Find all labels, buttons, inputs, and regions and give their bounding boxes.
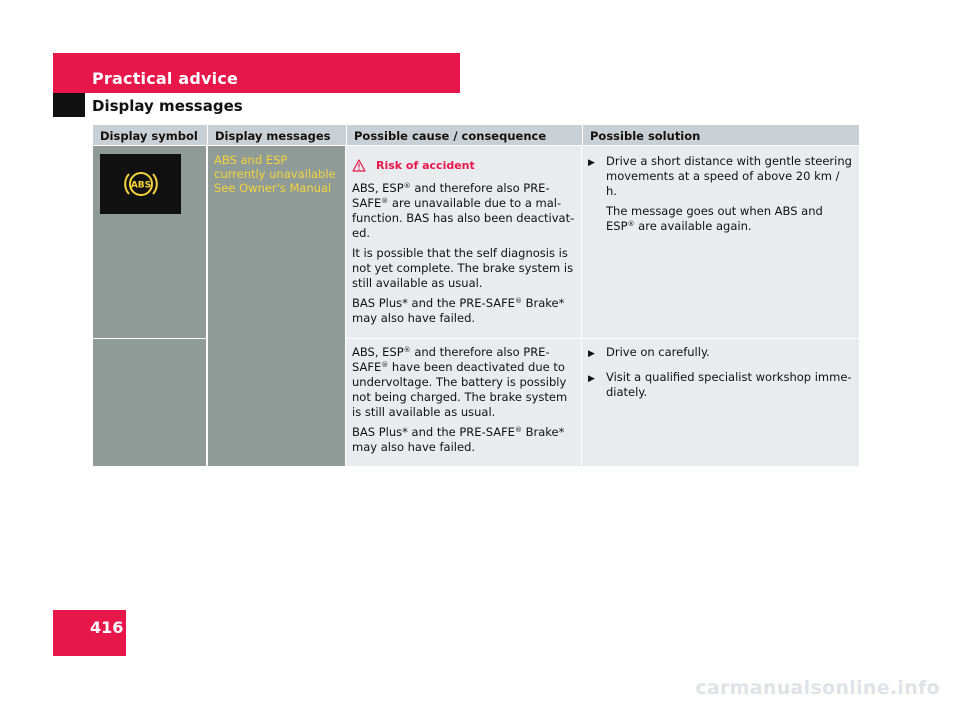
arrow-bullet-icon: ▶	[588, 158, 595, 168]
abs-symbol-display	[100, 154, 181, 214]
arrow-bullet-icon: ▶	[588, 349, 595, 359]
column-header-possible-solution: Possible solution	[582, 125, 859, 145]
warning-triangle-icon	[352, 159, 366, 172]
watermark: carmanualsonline.info	[695, 677, 940, 699]
display-message-text	[214, 153, 342, 195]
solution-note: The message goes out when ABS and ESP® are available again.	[606, 204, 823, 233]
cause-paragraph: ABS, ESP® and therefore also PRE- SAFE® are unavailable due to a mal-function. BAS has also been deactivat-ed.	[352, 181, 575, 240]
cause-paragraph: BAS Plus* and the PRE-SAFE® Brake* may also have failed.	[352, 425, 565, 454]
cause-paragraph: BAS Plus* and the PRE-SAFE® Brake* may also have failed.	[352, 296, 565, 325]
column-header-possible-cause: Possible cause / consequence	[346, 125, 582, 145]
display-messages-table	[93, 125, 859, 466]
solution-step: ▶ Drive a short distance with gentle steering movements at a speed of above 20 km / h. The message goes out when ABS and ESP® are available again.	[588, 154, 853, 239]
column-header-display-symbol: Display symbol	[93, 125, 207, 145]
solution-cell-row-2	[582, 339, 859, 466]
page-number: 416	[90, 618, 124, 637]
solution-step: ▶ Drive on carefully.	[588, 345, 853, 365]
subsection-title: Display messages	[92, 97, 243, 115]
svg-text:ABS: ABS	[130, 180, 152, 191]
cause-cell-row-2	[346, 339, 581, 466]
solution-cell-row-1	[582, 146, 859, 338]
cause-cell-row-1	[346, 146, 581, 338]
section-marker	[53, 93, 85, 117]
symbol-cell-empty	[93, 339, 206, 466]
message-line: ABS and ESP	[214, 153, 288, 167]
message-line: currently unavailable	[214, 167, 336, 181]
cause-paragraph: It is possible that the self diagnosis is not yet complete. The brake system is still available as usual.	[352, 246, 574, 290]
message-line: See Owner's Manual	[214, 181, 332, 195]
risk-warning	[352, 158, 575, 173]
cause-paragraph: ABS, ESP® and therefore also PRE- SAFE® have been deactivated due to undervoltage. The battery is possibly not being charged. The brake system is still available as usual.	[352, 345, 568, 419]
abs-warning-icon	[122, 166, 160, 202]
solution-step: ▶ Visit a qualified specialist workshop imme-diately.	[588, 370, 853, 405]
section-title: Practical advice	[92, 69, 239, 88]
column-header-display-messages: Display messages	[207, 125, 346, 145]
risk-warning-label: Risk of accident	[376, 159, 475, 172]
arrow-bullet-icon: ▶	[588, 374, 595, 384]
